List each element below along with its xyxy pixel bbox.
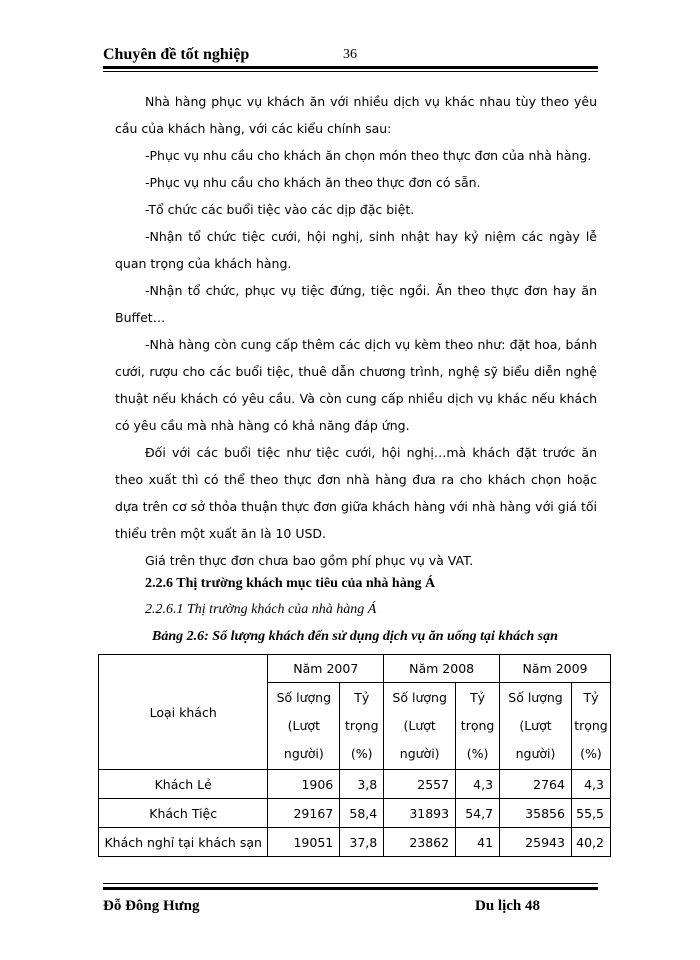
table-cell: 1906 [268,770,340,799]
count-header: Số lượng (Lượt người) [500,683,572,770]
table-cell: 2764 [500,770,572,799]
table-cell: 23862 [384,828,456,857]
year-header: Năm 2007 [268,655,384,683]
footer-class-label: Du lịch 48 [475,898,541,914]
table-cell: 29167 [268,799,340,828]
footer-rule-thick [103,887,598,890]
paragraph: Giá trên thực đơn chưa bao gồm phí phục vụ và VAT. [145,553,474,568]
row-label: Khách Tiệc [99,799,268,828]
section-heading: 2.2.6 Thị trường khách mục tiêu của nhà hàng Á [145,576,436,591]
share-header: Tỷ trọng (%) [456,683,500,770]
footer-author: Đỗ Đông Hưng [103,898,200,914]
paragraph: Đối với các buổi tiệc như tiệc cưới, hội nghị…mà khách đặt trước ăn theo xuất thì có thể theo thực đơn nhà hàng đưa ra cho khách chọn hoặc dựa trên cơ sở thỏa thuận thực đơn giữa khách hàng với nhà hàng với giá tối thiểu trên một xuất ăn là 10 USD. [115,445,597,541]
header-rule-thick [103,66,598,69]
paragraph: -Nhà hàng còn cung cấp thêm các dịch vụ kèm theo như: đặt hoa, bánh cưới, rượu cho các buổi tiệc, thuê dẫn chương trình, nghệ sỹ biểu diễn nghệ thuật nếu khách có yêu cầu. Và còn cung cấp nhiều dịch vụ khác nếu khách có yêu cầu mà nhà hàng có khả năng đáp ứng. [115,337,597,433]
table-row [99,828,611,857]
table-cell: 31893 [384,799,456,828]
table-cell: 4,3 [571,770,610,799]
share-header: Tỷ trọng (%) [340,683,384,770]
table-cell: 37,8 [340,828,384,857]
paragraph: -Nhận tổ chức tiệc cưới, hội nghị, sinh nhật hay kỷ niệm các ngày lễ quan trọng của khách hàng. [115,229,597,271]
guest-count-table [98,654,611,857]
year-header: Năm 2008 [384,655,500,683]
table-row [99,770,611,799]
table-cell: 55,5 [571,799,610,828]
year-header: Năm 2009 [500,655,611,683]
table-cell: 3,8 [340,770,384,799]
paragraph: -Phục vụ nhu cầu cho khách ăn theo thực đơn có sẵn. [145,175,481,190]
table-cell: 19051 [268,828,340,857]
document-title: Chuyên đề tốt nghiệp [103,46,250,63]
table-cell: 58,4 [340,799,384,828]
paragraph: -Tổ chức các buổi tiệc vào các dịp đặc biệt. [145,202,415,217]
table-cell: 4,3 [456,770,500,799]
table-cell: 40,2 [571,828,610,857]
table-row [99,799,611,828]
table-cell: 35856 [500,799,572,828]
count-header: Số lượng (Lượt người) [384,683,456,770]
footer-rule-thin [103,883,598,884]
row-label: Khách nghỉ tại khách sạn [99,828,268,857]
table-header-row [99,655,611,683]
row-label: Khách Lẻ [99,770,268,799]
count-header: Số lượng (Lượt người) [268,683,340,770]
page-number: 36 [343,47,357,62]
table-caption: Bảng 2.6: Số lượng khách đến sử dụng dịch vụ ăn uống tại khách sạn [152,629,558,644]
section-subheading: 2.2.6.1 Thị trường khách của nhà hàng Á [145,602,377,617]
share-header: Tỷ trọng (%) [571,683,610,770]
table-cell: 41 [456,828,500,857]
page-header [103,46,598,68]
paragraph: -Nhận tổ chức, phục vụ tiệc đứng, tiệc ngồi. Ăn theo thực đơn hay ăn Buffet… [115,283,597,325]
table-cell: 25943 [500,828,572,857]
paragraph: Nhà hàng phục vụ khách ăn với nhiều dịch vụ khác nhau tùy theo yêu cầu của khách hàng, với các kiểu chính sau: [115,94,597,136]
table-cell: 54,7 [456,799,500,828]
paragraph: -Phục vụ nhu cầu cho khách ăn chọn món theo thực đơn của nhà hàng. [145,148,592,163]
table-cell: 2557 [384,770,456,799]
header-rule-thin [103,71,598,72]
body-text [115,88,597,574]
table-corner-cell: Loại khách [99,655,268,770]
